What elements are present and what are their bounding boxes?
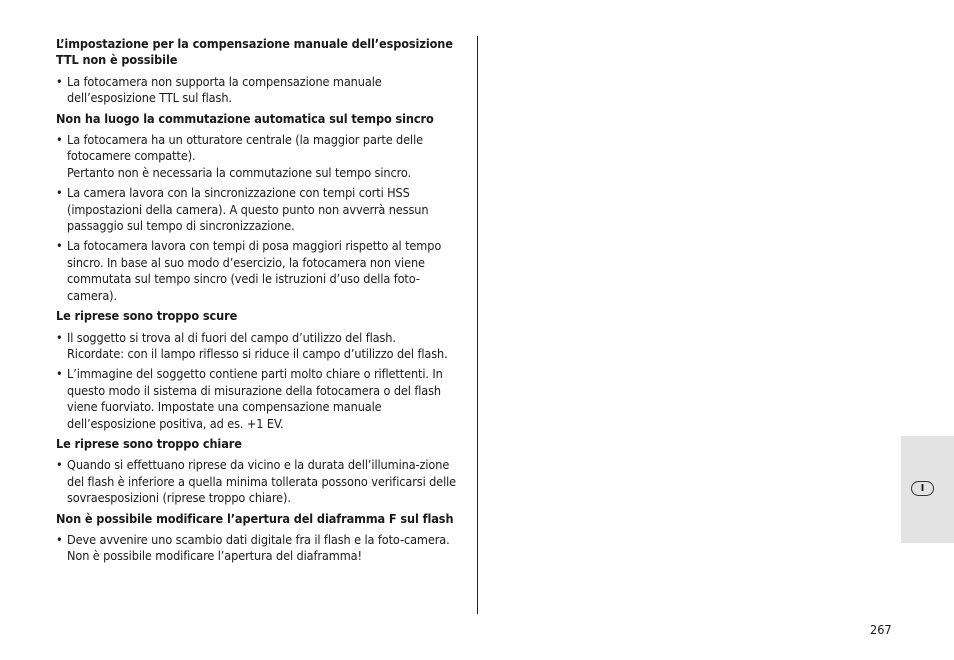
section [56,308,468,432]
list-item [56,132,468,181]
bullet-icon: • [56,457,63,473]
list-item [56,330,468,363]
bullet-icon: • [56,238,63,254]
section-heading: Non è possibile modificare l’apertura del diaframma F sul flash [56,510,454,526]
bullet-icon: • [56,329,63,345]
item-text: La fotocamera non supporta la compensazione manuale dell’esposizione TTL sul flash. [67,73,382,106]
item-text: L’immagine del soggetto contiene parti molto chiare o riflettenti. In questo modo il sistema di misurazione della fotocamera o del flash viene fuorviato. Impostate una compensazione manuale dell’esposizione positiva, ad es. +1 EV. [67,366,443,431]
item-text: Quando si effettuano riprese da vicino e la durata dell’illumina-zione del flash è inferiore a quella minima tollerata possono verificarsi delle sovraesposizioni (riprese troppo chiare). [67,457,457,506]
item-text: La camera lavora con la sincronizzazione con tempi corti HSS (impostazioni della camera). A questo punto non avverrà nessun passaggio sul tempo di sincronizzazione. [67,185,429,234]
section-heading: L’impostazione per la compensazione manuale dell’esposizione TTL non è possibile [56,36,453,68]
list-item [56,532,468,565]
section [56,111,468,304]
list-item [56,185,468,234]
column-divider [477,36,478,614]
item-text: Deve avvenire uno scambio dati digitale fra il flash e la foto-camera. Non è possibile modificare l’apertura del diaframma! [67,531,450,564]
note-label: Ricordate: [67,345,128,361]
list-item [56,238,468,304]
note-row [67,346,468,362]
language-badge: I [911,481,934,496]
item-text: La fotocamera lavora con tempi di posa maggiori rispetto al tempo sincro. In base al suo modo d’esercizio, la fotocamera non viene commutata sul tempo sincro (vedi le istruzioni d’uso della foto-camera). [67,238,442,303]
section [56,36,468,107]
list-item [56,366,468,432]
list-item [56,74,468,107]
list-item [56,457,468,506]
section-heading: Non ha luogo la commutazione automatica sul tempo sincro [56,110,434,126]
item-text: Pertanto non è necessaria la commutazione sul tempo sincro. [67,164,411,180]
bullet-icon: • [56,531,63,547]
section-heading: Le riprese sono troppo chiare [56,435,242,451]
item-text: Il soggetto si trova al di fuori del campo d’utilizzo del flash. [67,329,396,345]
note-text: con il lampo riflesso si riduce il campo d’utilizzo del flash. [127,345,448,361]
bullet-icon: • [56,185,63,201]
page-number: 267 [870,622,892,637]
section-heading: Le riprese sono troppo scure [56,308,238,324]
text-column [56,36,468,569]
bullet-icon: • [56,366,63,382]
bullet-icon: • [56,132,63,148]
section [56,511,468,565]
bullet-icon: • [56,73,63,89]
section [56,436,468,507]
item-text: La fotocamera ha un otturatore centrale (la maggior parte delle fotocamere compatte). [67,132,423,164]
